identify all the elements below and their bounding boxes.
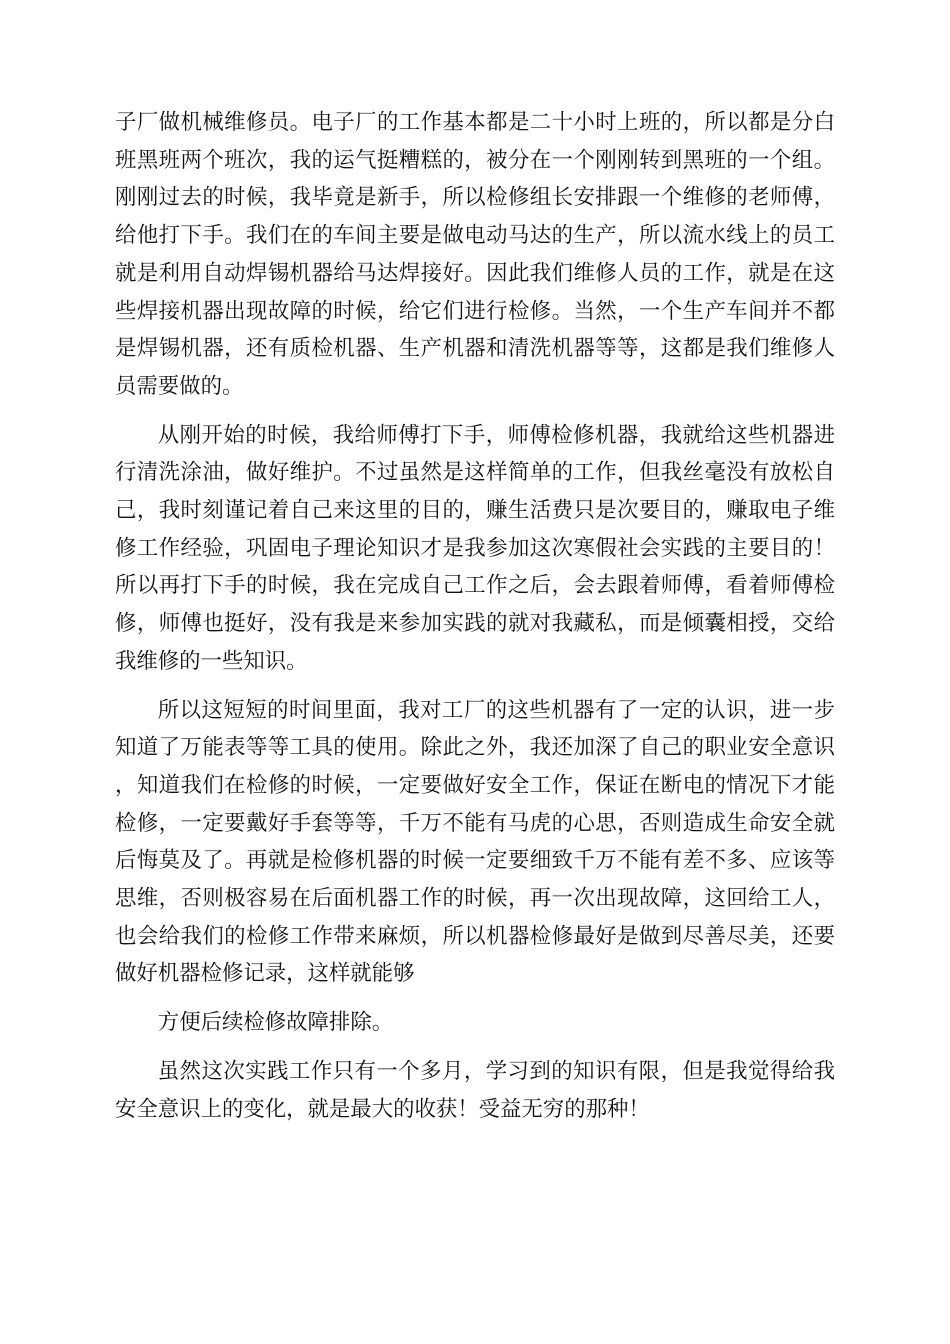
paragraph-4: 方便后续检修故障排除。 [157,1010,394,1036]
document-page [115,104,835,1139]
paragraph-2: 从刚开始的时候，我给师傅打下手，师傅检修机器，我就给这些机器进行清洗涂油，做好维护。不过虽然是这样简单的工作，但我丝毫没有放松自己，我时刻谨记着自己来这里的目的，赚生活费只是次要目的，赚取电子维修工作经验，巩固电子理论知识才是我参加这次寒假社会实践的主要目的！所以再打下手的时候，我在完成自己工作之后，会去跟着师傅，看着师傅检修，师傅也挺好，没有我是来参加实践的就对我藏私，而是倾囊相授，交给我维修的一些知识。 [115,422,835,674]
paragraph-3: 所以这短短的时间里面，我对工厂的这些机器有了一定的认识，进一步知道了万能表等等工具的使用。除此之外，我还加深了自己的职业安全意识，知道我们在检修的时候，一定要做好安全工作，保证在断电的情况下才能检修，一定要戴好手套等等，千万不能有马虎的心思，否则造成生命安全就后悔莫及了。再就是检修机器的时候一定要细致千万不能有差不多、应该等思维，否则极容易在后面机器工作的时候，再一次出现故障，这回给工人，也会给我们的检修工作带来麻烦，所以机器检修最好是做到尽善尽美，还要做好机器检修记录，这样就能够 [115,697,835,987]
paragraph-5: 虽然这次实践工作只有一个多月，学习到的知识有限，但是我觉得给我安全意识上的变化，就是最大的收获！受益无穷的那种！ [115,1058,835,1122]
paragraph-1: 子厂做机械维修员。电子厂的工作基本都是二十小时上班的，所以都是分白班黑班两个班次，我的运气挺糟糕的，被分在一个刚刚转到黑班的一个组。刚刚过去的时候，我毕竟是新手，所以检修组长安排跟一个维修的老师傅，给他打下手。我们在的车间主要是做电动马达的生产，所以流水线上的员工就是利用自动焊锡机器给马达焊接好。因此我们维修人员的工作，就是在这些焊接机器出现故障的时候，给它们进行检修。当然，一个生产车间并不都是焊锡机器，还有质检机器、生产机器和清洗机器等等，这都是我们维修人员需要做的。 [115,110,835,399]
